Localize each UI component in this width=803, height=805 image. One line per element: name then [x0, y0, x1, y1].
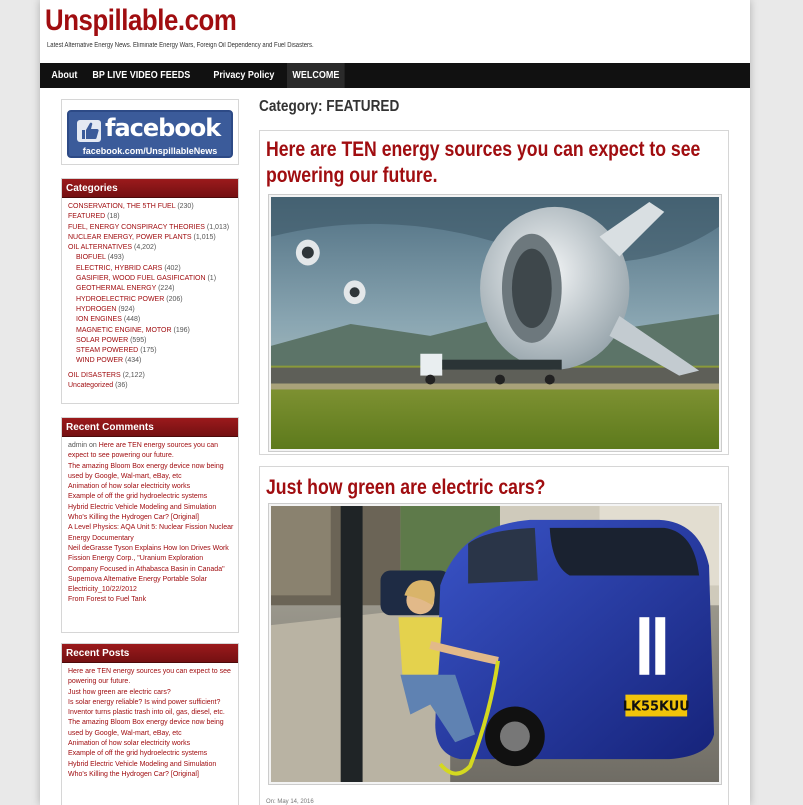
- category-item: [68, 381, 238, 391]
- comment-link[interactable]: The amazing Bloom Box energy device now being used by Google, Wal-mart, eBay, etc: [68, 462, 224, 480]
- category-count: (448): [123, 316, 141, 324]
- category-item: [68, 336, 238, 346]
- category-count: (196): [173, 326, 190, 334]
- category-item: [68, 202, 238, 212]
- category-item: [68, 371, 238, 381]
- category-count: (434): [125, 357, 142, 365]
- recent-comments-header: Recent Comments: [62, 418, 238, 437]
- post-meta: On: May 14, 2016: [266, 799, 314, 805]
- license-plate-text: LK55KUU: [622, 699, 690, 715]
- category-item: [68, 305, 238, 315]
- category-count: (4,202): [134, 244, 157, 252]
- category-link[interactable]: ELECTRIC, HYBRID CARS: [76, 264, 163, 272]
- category-item: [68, 274, 238, 284]
- category-link[interactable]: OIL ALTERNATIVES: [68, 244, 133, 252]
- recent-comments-widget: [61, 417, 239, 633]
- category-count: (206): [166, 295, 183, 303]
- category-item: [68, 295, 238, 305]
- post-card: [259, 130, 729, 455]
- category-link[interactable]: BIOFUEL: [76, 254, 106, 262]
- facebook-url: facebook.com/UnspillableNews: [82, 146, 218, 156]
- category-item: [68, 326, 238, 336]
- category-count: (402): [164, 264, 181, 272]
- category-link[interactable]: OIL DISASTERS: [68, 371, 121, 379]
- recent-post-link[interactable]: Hybrid Electric Vehicle Modeling and Simulation: [68, 760, 217, 768]
- site-tagline: Latest Alternative Energy News. Eliminate Energy Wars, Foreign Oil Dependency and Fuel Disasters.: [47, 42, 314, 49]
- nav-welcome[interactable]: WELCOME: [287, 63, 345, 88]
- comment-author: admin on: [68, 442, 99, 449]
- category-count: (36): [115, 382, 128, 390]
- electric-car-charging-image: [271, 506, 719, 782]
- comment-link[interactable]: Animation of how solar electricity works: [68, 483, 191, 491]
- category-link[interactable]: HYDROELECTRIC POWER: [76, 295, 165, 303]
- category-link[interactable]: HYDROGEN: [76, 305, 117, 313]
- page-title: Category: FEATURED: [259, 98, 400, 115]
- comment-link[interactable]: A Level Physics: AQA Unit 5: Nuclear Fission Nuclear Energy Documentary: [68, 524, 234, 542]
- category-count: (1): [207, 275, 217, 283]
- recent-post-link[interactable]: Who's Killing the Hydrogen Car? [Original]: [68, 770, 199, 778]
- category-item: [68, 253, 238, 263]
- recent-post-link[interactable]: Animation of how solar electricity works: [68, 740, 191, 748]
- recent-post-link[interactable]: Inventor turns plastic trash into oil, gas, diesel, etc.: [68, 709, 225, 717]
- post-title-link[interactable]: Just how green are electric cars?: [266, 476, 546, 499]
- comment-post-link[interactable]: Here are TEN energy sources you can expect to see powering our future.: [68, 442, 219, 460]
- category-count: (924): [118, 305, 135, 313]
- category-link[interactable]: GASIFIER, WOOD FUEL GASIFICATION: [76, 275, 206, 283]
- recent-posts-header: Recent Posts: [62, 644, 238, 663]
- category-link[interactable]: MAGNETIC ENGINE, MOTOR: [76, 326, 172, 334]
- category-link[interactable]: Uncategorized: [68, 382, 114, 390]
- category-item: [68, 223, 238, 233]
- post-image-frame[interactable]: [268, 194, 722, 452]
- post-image-frame[interactable]: [268, 503, 722, 785]
- category-item: [68, 243, 238, 253]
- category-link[interactable]: CONSERVATION, THE 5TH FUEL: [68, 203, 176, 210]
- comment-link[interactable]: From Forest to Fuel Tank: [68, 596, 147, 604]
- main-navbar: [40, 63, 750, 88]
- recent-comments-list: [62, 437, 238, 606]
- post-card: [259, 466, 729, 805]
- comment-link[interactable]: Who's Killing the Hydrogen Car? [Original]: [68, 514, 199, 522]
- category-item: [68, 233, 238, 243]
- category-link[interactable]: FEATURED: [68, 213, 106, 221]
- post-title-link[interactable]: Here are TEN energy sources you can expect to see powering our future.: [266, 138, 701, 187]
- category-link[interactable]: STEAM POWERED: [76, 347, 139, 355]
- recent-post-link[interactable]: Example of off the grid hydroelectric systems: [68, 750, 208, 758]
- comment-link[interactable]: Supernova Alternative Energy Portable Solar Electricity_10/22/2012: [68, 575, 207, 594]
- category-count: (1,013): [206, 223, 230, 231]
- category-link[interactable]: ION ENGINES: [76, 316, 122, 324]
- category-item: [68, 356, 238, 366]
- category-item: [68, 264, 238, 274]
- recent-post-link[interactable]: Just how green are electric cars?: [68, 688, 171, 696]
- comment-link[interactable]: Fission Energy Corp., "Uranium Exploration Company Focused in Athabasca Basin in Canada": [68, 555, 225, 573]
- category-count: (175): [140, 347, 157, 355]
- nav-bp-live-video-feeds[interactable]: BP LIVE VIDEO FEEDS: [92, 70, 191, 81]
- list-item: [68, 441, 234, 462]
- nav-privacy-policy[interactable]: Privacy Policy: [213, 70, 275, 81]
- category-count: (1,015): [193, 233, 216, 241]
- category-item: [68, 212, 238, 222]
- category-count: (493): [107, 254, 124, 262]
- category-count: (595): [130, 336, 147, 344]
- recent-posts-widget: [61, 643, 239, 805]
- comment-link[interactable]: Example of off the grid hydroelectric systems: [68, 493, 208, 501]
- nav-about[interactable]: About: [51, 70, 78, 81]
- category-count: (230): [177, 203, 194, 210]
- categories-widget: [61, 178, 239, 404]
- page-container: [40, 0, 750, 805]
- thumbs-up-icon: [77, 120, 101, 142]
- wind-turbine-blimp-image: [271, 197, 719, 449]
- facebook-badge[interactable]: [67, 110, 233, 158]
- category-count: (2,122): [122, 371, 145, 379]
- category-link[interactable]: NUCLEAR ENERGY, POWER PLANTS: [68, 233, 192, 241]
- category-item: [68, 284, 238, 294]
- category-count: (224): [158, 285, 175, 293]
- category-item: [68, 346, 238, 356]
- recent-post-link[interactable]: The amazing Bloom Box energy device now being used by Google, Wal-mart, eBay, etc: [68, 719, 224, 737]
- recent-post-link[interactable]: Here are TEN energy sources you can expect to see powering our future.: [68, 668, 231, 686]
- site-title[interactable]: Unspillable.com: [45, 4, 237, 37]
- comment-link[interactable]: Hybrid Electric Vehicle Modeling and Simulation: [68, 503, 217, 511]
- comment-link[interactable]: Neil deGrasse Tyson Explains How Ion Drives Work: [68, 544, 229, 552]
- category-link[interactable]: WIND POWER: [76, 357, 124, 365]
- category-link[interactable]: SOLAR POWER: [76, 336, 129, 344]
- categories-list: [62, 198, 238, 391]
- category-count: (18): [107, 213, 120, 221]
- category-link[interactable]: GEOTHERMAL ENERGY: [76, 285, 157, 293]
- category-link[interactable]: FUEL, ENERGY CONSPIRACY THEORIES: [68, 223, 205, 231]
- category-item: [68, 315, 238, 325]
- categories-header: Categories: [62, 179, 238, 198]
- recent-post-link[interactable]: Is solar energy reliable? Is wind power sufficient?: [68, 698, 221, 706]
- facebook-widget: [61, 99, 239, 165]
- recent-posts-list: [62, 663, 238, 780]
- facebook-wordmark: facebook: [105, 114, 221, 142]
